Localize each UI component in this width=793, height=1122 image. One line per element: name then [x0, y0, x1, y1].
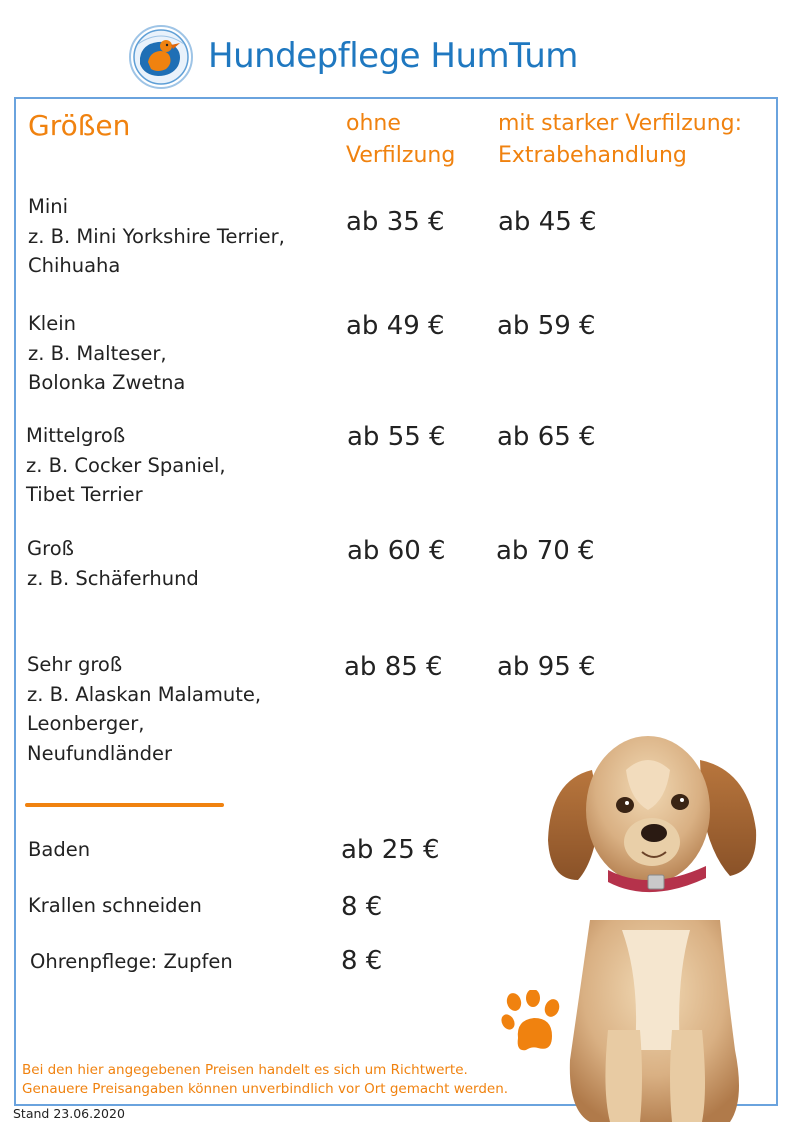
size-example: z. B. Malteser,	[28, 341, 167, 365]
note-line: Bei den hier angegebenen Preisen handelt es sich um Richtwerte.	[22, 1062, 468, 1078]
price-matted-gross: ab 70 €	[496, 536, 595, 566]
size-example: z. B. Mini Yorkshire Terrier,	[28, 224, 285, 248]
header-with-matting	[498, 108, 742, 172]
price-normal-gross: ab 60 €	[347, 536, 446, 566]
header-with-matting-line: mit starker Verfilzung:	[498, 111, 743, 136]
service-price-baden: ab 25 €	[341, 835, 440, 865]
note-line: Genauere Preisangaben können unverbindlich vor Ort gemacht werden.	[22, 1081, 509, 1097]
size-example: Bolonka Zwetna	[28, 371, 186, 394]
price-normal-mittelgross: ab 55 €	[347, 422, 446, 452]
size-row-mini	[28, 192, 285, 281]
stand-date: Stand 23.06.2020	[13, 1106, 125, 1121]
header-with-matting-line: Extrabehandlung	[498, 143, 687, 168]
price-matted-sehr-gross: ab 95 €	[497, 652, 596, 682]
brand-logo	[128, 24, 194, 90]
size-example: Leonberger,	[27, 712, 145, 735]
size-example: z. B. Cocker Spaniel,	[26, 453, 226, 477]
header-without-matting-line: ohne	[346, 111, 401, 136]
size-example: Neufundländer	[27, 741, 173, 765]
size-row-mittelgross	[26, 421, 226, 510]
size-name: Klein	[28, 312, 76, 335]
header-without-matting	[346, 108, 455, 172]
size-example: Chihuaha	[28, 254, 121, 277]
price-normal-mini: ab 35 €	[346, 207, 445, 237]
service-price-ohrenpflege: 8 €	[341, 946, 383, 976]
size-name: Groß	[27, 537, 74, 560]
service-price-krallen: 8 €	[341, 892, 383, 922]
service-label-baden: Baden	[28, 838, 91, 861]
service-label-krallen: Krallen schneiden	[28, 894, 202, 917]
price-normal-sehr-gross: ab 85 €	[344, 652, 443, 682]
header-without-matting-line: Verfilzung	[346, 143, 456, 168]
puppy-photo	[530, 730, 780, 1122]
size-row-klein	[28, 309, 185, 398]
size-name: Sehr groß	[27, 653, 123, 676]
price-matted-mini: ab 45 €	[498, 207, 597, 237]
size-name: Mini	[28, 195, 69, 218]
size-row-gross	[27, 534, 199, 593]
section-divider	[25, 803, 224, 807]
brand-title: Hundepflege HumTum	[208, 36, 578, 76]
price-matted-mittelgross: ab 65 €	[497, 422, 596, 452]
size-example: Tibet Terrier	[26, 483, 143, 506]
size-example: z. B. Schäferhund	[27, 566, 199, 590]
header-sizes: Größen	[28, 109, 131, 142]
size-example: z. B. Alaskan Malamute,	[27, 682, 262, 706]
size-row-sehr-gross	[27, 650, 261, 768]
size-name: Mittelgroß	[26, 424, 126, 447]
service-label-ohrenpflege: Ohrenpflege: Zupfen	[30, 950, 233, 973]
price-normal-klein: ab 49 €	[346, 311, 445, 341]
price-matted-klein: ab 59 €	[497, 311, 596, 341]
